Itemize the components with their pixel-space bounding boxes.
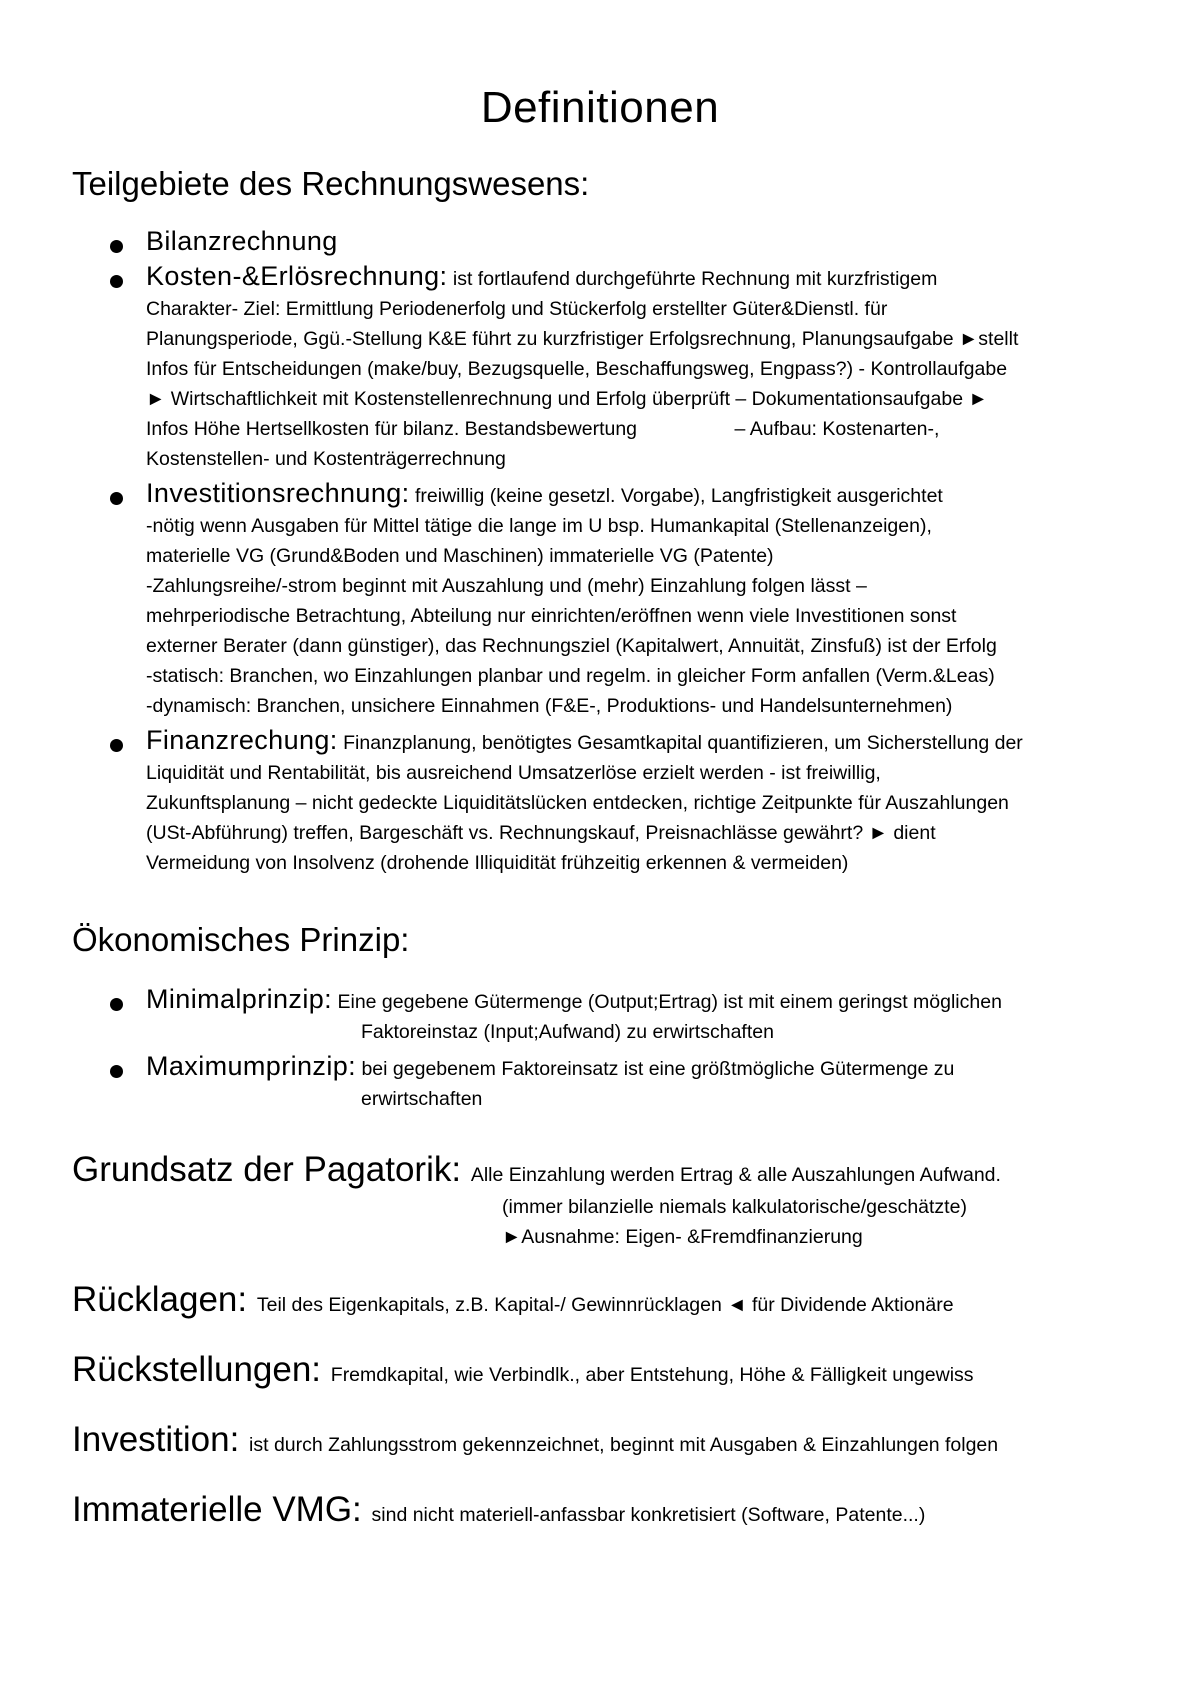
list-item [72,226,1152,257]
teilgebiete-list [72,226,1152,878]
item-label: Maximumprinzip: [146,1051,357,1081]
rueckstellungen-definition [72,1348,974,1392]
item-line: Faktoreinstaz (Input;Aufwand) zu erwirtschaften [361,1021,774,1043]
term-text: Fremdkapital, wie Verbindlk., aber Entstehung, Höhe & Fälligkeit ungewiss [330,1364,974,1386]
item-line: -Zahlungsreihe/-strom beginnt mit Auszahlung und (mehr) Einzahlung folgen lässt – [146,575,867,597]
item-label: Investitionsrechnung: [146,478,410,508]
term-heading: Grundsatz der Pagatorik: [72,1150,462,1189]
bullet-icon [110,492,123,505]
item-line: Zukunftsplanung – nicht gedeckte Liquiditätslücken entdecken, richtige Zeitpunkte für Auszahlungen [146,792,1009,814]
term-text: ist durch Zahlungsstrom gekennzeichnet, beginnt mit Ausgaben & Einzahlungen folgen [249,1434,999,1456]
pagatorik-line: ►Ausnahme: Eigen- &Fremdfinanzierung [502,1226,863,1248]
term-heading: Immaterielle VMG: [72,1490,362,1529]
section-heading-oekonomisches-prinzip: Ökonomisches Prinzip: [72,921,410,958]
item-line: Infos Höhe Hertsellkosten für bilanz. Bestandsbewertung – Aufbau: Kostenarten-, [146,418,940,440]
investition-definition [72,1418,998,1462]
pagatorik-line: (immer bilanzielle niemals kalkulatorische/geschätzte) [502,1196,967,1218]
item-line: materielle VG (Grund&Boden und Maschinen) immaterielle VG (Patente) [146,545,774,567]
item-text: Eine gegebene Gütermenge (Output;Ertrag) ist mit einem geringst möglichen [332,991,1002,1013]
item-text: bei gegebenem Faktoreinsatz ist eine größtmögliche Gütermenge zu [356,1058,955,1080]
list-item [72,725,1152,878]
item-line: -nötig wenn Ausgaben für Mittel tätige die lange im U bsp. Humankapital (Stellenanzeigen), [146,515,932,537]
list-item [72,1051,1152,1114]
list-item [72,984,1152,1047]
item-line: -dynamisch: Branchen, unsichere Einnahmen (F&E-, Produktions- und Handelsunternehmen) [146,695,953,717]
item-text: freiwillig (keine gesetzl. Vorgabe), Langfristigkeit ausgerichtet [409,485,943,507]
item-line: mehrperiodische Betrachtung, Abteilung nur einrichten/eröffnen wenn viele Investitionen sonst [146,605,957,627]
list-item [72,478,1152,721]
term-text: Teil des Eigenkapitals, z.B. Kapital-/ Gewinnrücklagen ◄ für Dividende Aktionäre [256,1294,954,1316]
bullet-icon [110,739,123,752]
term-text: Alle Einzahlung werden Ertrag & alle Auszahlungen Aufwand. [470,1164,1001,1186]
item-line: ► Wirtschaftlichkeit mit Kostenstellenrechnung und Erfolg überprüft – Dokumentationsaufgabe ► [146,388,988,410]
immaterielle-definition [72,1488,925,1532]
item-line: Planungsperiode, Ggü.-Stellung K&E führt zu kurzfristiger Erfolgsrechnung, Planungsaufgabe ►stellt [146,328,1019,350]
item-label: Kosten-&Erlösrechnung: [146,261,448,291]
term-heading: Investition: [72,1420,240,1459]
item-line: Vermeidung von Insolvenz (drohende Illiquidität frühzeitig erkennen & vermeiden) [146,852,849,874]
item-line: externer Berater (dann günstiger), das Rechnungsziel (Kapitalwert, Annuität, Zinsfuß) ist der Erfolg [146,635,997,657]
item-text: Finanzplanung, benötigtes Gesamtkapital quantifizieren, um Sicherstellung der [337,732,1023,754]
page-title: Definitionen [480,83,720,132]
prinzip-list [72,984,1152,1114]
term-text: sind nicht materiell-anfassbar konkretisiert (Software, Patente...) [371,1504,926,1526]
item-line: -statisch: Branchen, wo Einzahlungen planbar und regelm. in gleicher Form anfallen (Verm.&Leas) [146,665,995,687]
list-item [72,261,1152,474]
item-label: Minimalprinzip: [146,984,333,1014]
term-heading: Rückstellungen: [72,1350,322,1389]
bullet-icon [110,1065,123,1078]
item-text: ist fortlaufend durchgeführte Rechnung mit kurzfristigem [447,268,938,290]
bullet-icon [110,998,123,1011]
ruecklagen-definition [72,1278,954,1322]
item-line: Infos für Entscheidungen (make/buy, Bezugsquelle, Beschaffungsweg, Engpass?) - Kontrollaufgabe [146,358,1008,380]
item-label: Finanzrechung: [146,725,338,755]
term-heading: Rücklagen: [72,1280,248,1319]
item-label: Bilanzrechnung [146,226,338,256]
pagatorik-definition [72,1148,1001,1192]
item-line: Kostenstellen- und Kostenträgerrechnung [146,448,506,470]
item-line: Charakter- Ziel: Ermittlung Periodenerfolg und Stückerfolg erstellter Güter&Dienstl. für [146,298,888,320]
item-line: (USt-Abführung) treffen, Bargeschäft vs. Rechnungskauf, Preisnachlässe gewährt? ► dient [146,822,936,844]
item-line: Liquidität und Rentabilität, bis ausreichend Umsatzerlöse erzielt werden - ist freiwillig, [146,762,881,784]
bullet-icon [110,240,123,253]
bullet-icon [110,275,123,288]
section-heading-teilgebiete: Teilgebiete des Rechnungswesens: [72,165,590,202]
item-line: erwirtschaften [361,1088,483,1110]
